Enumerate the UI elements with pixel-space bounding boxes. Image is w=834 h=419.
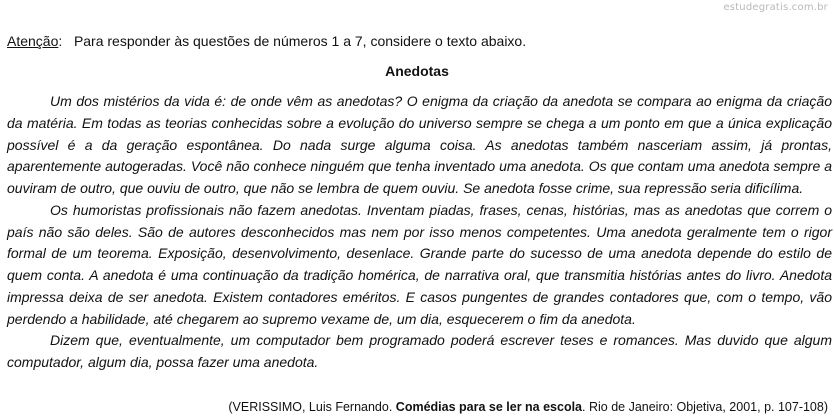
citation [228,399,828,415]
paragraph-3: Dizem que, eventualmente, um computador bem programado poderá escrever teses e romances. Mas duvido que algum computador, algum dia, possa fazer uma anedota. [7,332,832,370]
paragraph-2: Os humoristas profissionais não fazem anedotas. Inventam piadas, frases, cenas, histórias, mas as anedotas que correm o país não são deles. São de autores desconhecidos mas nem por isso menos competentes. Uma anedota geralmente tem o rigor formal de um teorema. Exposição, desenvolvimento, desenlace. Grande parte do sucesso de uma anedota depende do estilo de quem conta. A anedota é uma continuação da tradição homérica, de narrativa oral, que transmitia histórias antes do livro. Anedota impressa deixa de ser anedota. Existem contadores eméritos. E casos pungentes de grandes contadores que, com o tempo, vão perdendo a habilidade, até chegarem ao supremo vexame de, um dia, esquecerem o fim da anedota. [7,201,832,327]
text-body [7,91,832,374]
attention-text: Para responder às questões de números 1 a 7, considere o texto abaixo. [73,33,527,49]
attention-colon: : [58,33,63,49]
instruction-line [7,33,526,50]
paragraph-1: Um dos mistérios da vida é: de onde vêm as anedotas? O enigma da criação da anedota se compara ao enigma da criação da matéria. Em todas as teorias conhecidas sobre a evolução do universo sempre se chega a um ponto em que a única explicação possível é a da geração espontânea. Do nada surge alguma coisa. As anedotas também nasceriam assim, já prontas, aparentemente autogeradas. Você não conhece ninguém que tenha inventado uma anedota. Os que contam uma anedota sempre a ouviram de outro, que ouviu de outro, que não se lembra de quem ouviu. Se anedota fosse crime, sua repressão seria dificílima. [7,93,832,196]
attention-label: Atenção [7,33,59,49]
citation-prefix: (VERISSIMO, Luis Fernando. [228,400,396,414]
watermark: estudegratis.com.br [723,2,828,13]
citation-book-title: Comédias para se ler na escola [395,400,583,414]
citation-suffix: . Rio de Janeiro: Objetiva, 2001, p. 107-108) [582,400,828,414]
text-title: Anedotas [385,63,449,79]
